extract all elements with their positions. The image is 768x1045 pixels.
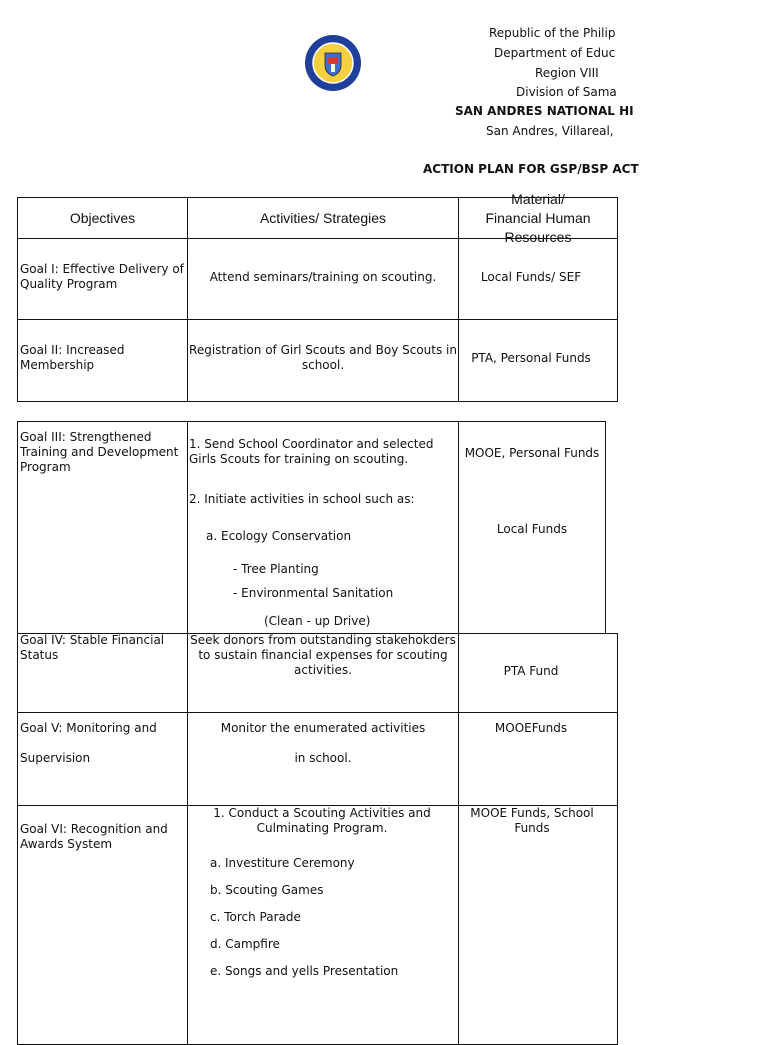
goal-3-activity-1: 1. Send School Coordinator and selected Girls Scouts for training on scouting. bbox=[189, 437, 434, 466]
goal-6-item: d. Campfire bbox=[210, 937, 280, 951]
goal-3-sub-a: a. Ecology Conservation bbox=[206, 529, 352, 543]
goal-5-activity-line-1: Monitor the enumerated activities bbox=[220, 721, 426, 735]
header-country: Republic of the Philip bbox=[489, 26, 616, 40]
goal-6-item: a. Investiture Ceremony bbox=[210, 856, 355, 870]
column-header-resources: Material/ Financial Human Resources bbox=[458, 197, 618, 239]
goal-2-objective: Goal II: Increased Membership bbox=[20, 343, 125, 372]
goal-3-sub-a2: - Environmental Sanitation bbox=[233, 586, 394, 600]
goal-6-item: c. Torch Parade bbox=[210, 910, 301, 924]
column-header-activities: Activities/ Strategies bbox=[187, 197, 459, 239]
column-header-objectives: Objectives bbox=[17, 197, 188, 239]
goal-1-objective: Goal I: Effective Delivery of Quality Program bbox=[20, 262, 184, 291]
goal-1-activity: Attend seminars/training on scouting. bbox=[209, 270, 437, 284]
goal-6-objective: Goal VI: Recognition and Awards System bbox=[20, 822, 168, 851]
goal-6-item: e. Songs and yells Presentation bbox=[210, 964, 399, 978]
goal-3-sub-a1: - Tree Planting bbox=[233, 562, 319, 576]
deped-seal-icon bbox=[304, 34, 362, 92]
plan-title: ACTION PLAN FOR GSP/BSP ACT bbox=[423, 162, 639, 176]
goal-6-resource-cell bbox=[458, 805, 618, 1045]
goal-6-resource: MOOE Funds, School Funds bbox=[470, 806, 594, 835]
header-department: Department of Educ bbox=[494, 46, 616, 60]
goal-6-activity: 1. Conduct a Scouting Activities and Culminating Program. bbox=[213, 806, 431, 835]
header-school: SAN ANDRES NATIONAL HI bbox=[455, 104, 634, 118]
header-division: Division of Sama bbox=[516, 85, 617, 99]
goal-6-activity-cell bbox=[187, 805, 459, 1045]
goal-4-objective: Goal IV: Stable Financial Status bbox=[20, 633, 165, 662]
goal-4-activity: Seek donors from outstanding stakehokders to sustain financial expenses for scouting activities. bbox=[190, 633, 456, 677]
goal-6-item: b. Scouting Games bbox=[210, 883, 324, 897]
goal-1-resource: Local Funds/ SEF bbox=[480, 270, 582, 284]
header-address: San Andres, Villareal, bbox=[486, 124, 614, 138]
goal-5-objective-line-1: Goal V: Monitoring and bbox=[20, 721, 157, 735]
goal-5-activity-line-2: in school. bbox=[294, 751, 352, 765]
goal-2-resource: PTA, Personal Funds bbox=[471, 351, 591, 365]
goal-3-resource-2: Local Funds bbox=[496, 522, 568, 536]
goal-2-activity: Registration of Girl Scouts and Boy Scouts in school. bbox=[189, 343, 457, 372]
goal-4-resource: PTA Fund bbox=[503, 664, 559, 678]
goal-3-resource-1: MOOE, Personal Funds bbox=[464, 446, 600, 460]
goal-3-objective: Goal III: Strengthened Training and Development Program bbox=[20, 430, 179, 474]
goal-3-activity-2: 2. Initiate activities in school such as: bbox=[189, 492, 415, 506]
goal-5-resource: MOOEFunds bbox=[494, 721, 568, 735]
goal-3-sub-a3: (Clean - up Drive) bbox=[264, 614, 371, 628]
header-region: Region VIII bbox=[535, 66, 599, 80]
goal-5-objective-line-2: Supervision bbox=[20, 751, 91, 765]
